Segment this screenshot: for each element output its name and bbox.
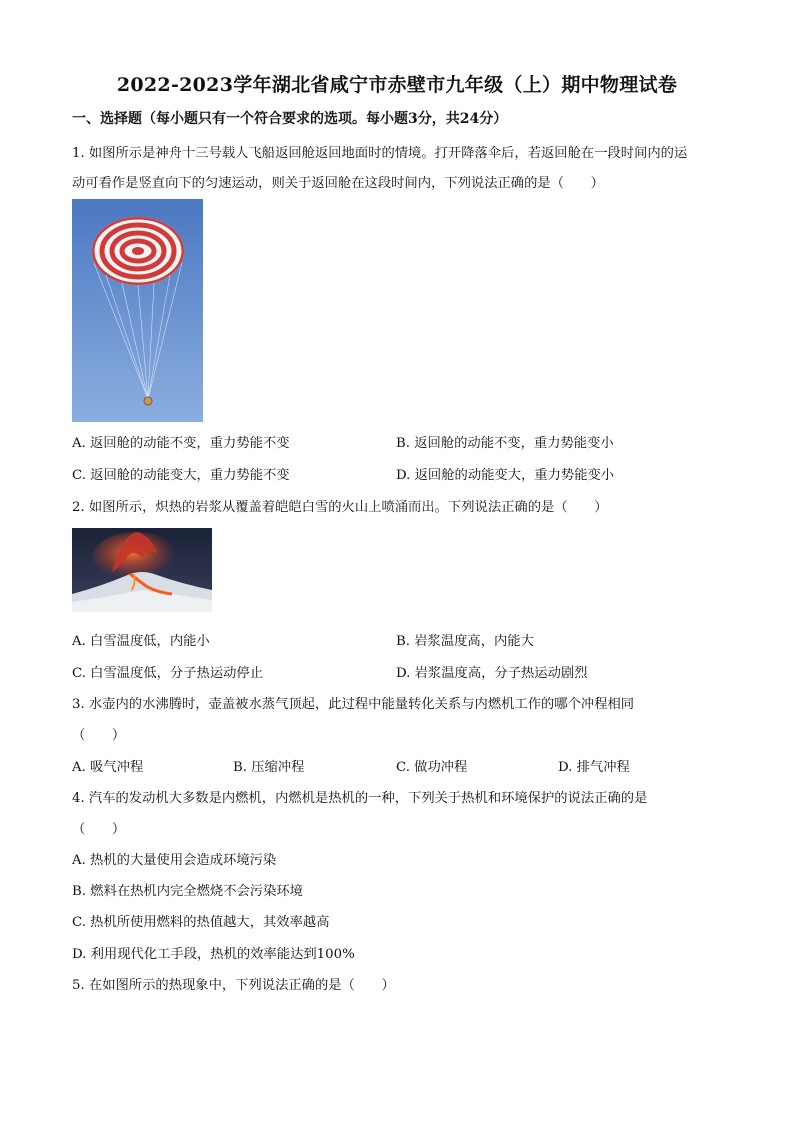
- section-heading: 一、选择题（每小题只有一个符合要求的选项。每小题3分，共24分）: [72, 111, 508, 127]
- volcano-icon: [72, 528, 212, 612]
- q2-option-d: D. 岩浆温度高，分子热运动剧烈: [396, 666, 588, 681]
- q2-option-b: B. 岩浆温度高，内能大: [396, 634, 534, 649]
- question-4-text: 4. 汽车的发动机大多数是内燃机，内燃机是热机的一种，下列关于热机和环境保护的说法正确的是: [72, 791, 648, 806]
- q3-option-a: A. 吸气冲程: [72, 760, 144, 775]
- parachute-icon: [72, 199, 203, 422]
- question-2-text: 2. 如图所示，炽热的岩浆从覆盖着皑皑白雪的火山上喷涌而出。下列说法正确的是（ ）: [72, 500, 608, 515]
- q2-option-c: C. 白雪温度低，分子热运动停止: [72, 666, 264, 681]
- q3-option-c: C. 做功冲程: [396, 760, 468, 775]
- question-3-text: 3. 水壶内的水沸腾时，壶盖被水蒸气顶起，此过程中能量转化关系与内燃机工作的哪个冲程相同: [72, 697, 635, 712]
- q1-option-a: A. 返回舱的动能不变，重力势能不变: [72, 436, 290, 451]
- q4-option-b: B. 燃料在热机内完全燃烧不会污染环境: [72, 884, 303, 899]
- q3-option-b: B. 压缩冲程: [233, 760, 305, 775]
- q2-option-a: A. 白雪温度低，内能小: [72, 634, 210, 649]
- question-4-text-cont: （ ）: [72, 822, 126, 837]
- q4-option-a: A. 热机的大量使用会造成环境污染: [72, 853, 277, 868]
- page-title: 2022-2023学年湖北省咸宁市赤壁市九年级（上）期中物理试卷: [116, 74, 678, 96]
- q3-option-d: D. 排气冲程: [558, 760, 630, 775]
- question-1-text: 1. 如图所示是神舟十三号载人飞船返回舱返回地面时的情境。打开降落伞后，若返回舱在一段时间内的运: [72, 146, 688, 161]
- question-5-text: 5. 在如图所示的热现象中，下列说法正确的是（ ）: [72, 978, 395, 993]
- q4-option-c: C. 热机所使用燃料的热值越大，其效率越高: [72, 915, 330, 930]
- q1-option-c: C. 返回舱的动能变大，重力势能不变: [72, 468, 290, 483]
- q4-option-d: D. 利用现代化工手段，热机的效率能达到100%: [72, 947, 355, 962]
- volcano-eruption-photo: [72, 528, 212, 612]
- question-1-text-cont: 动可看作是竖直向下的匀速运动，则关于返回舱在这段时间内，下列说法正确的是（ ）: [72, 176, 604, 191]
- parachute-capsule-photo: [72, 199, 203, 422]
- q1-option-b: B. 返回舱的动能不变，重力势能变小: [396, 436, 614, 451]
- q1-option-d: D. 返回舱的动能变大，重力势能变小: [396, 468, 615, 483]
- question-3-text-cont: （ ）: [72, 728, 126, 743]
